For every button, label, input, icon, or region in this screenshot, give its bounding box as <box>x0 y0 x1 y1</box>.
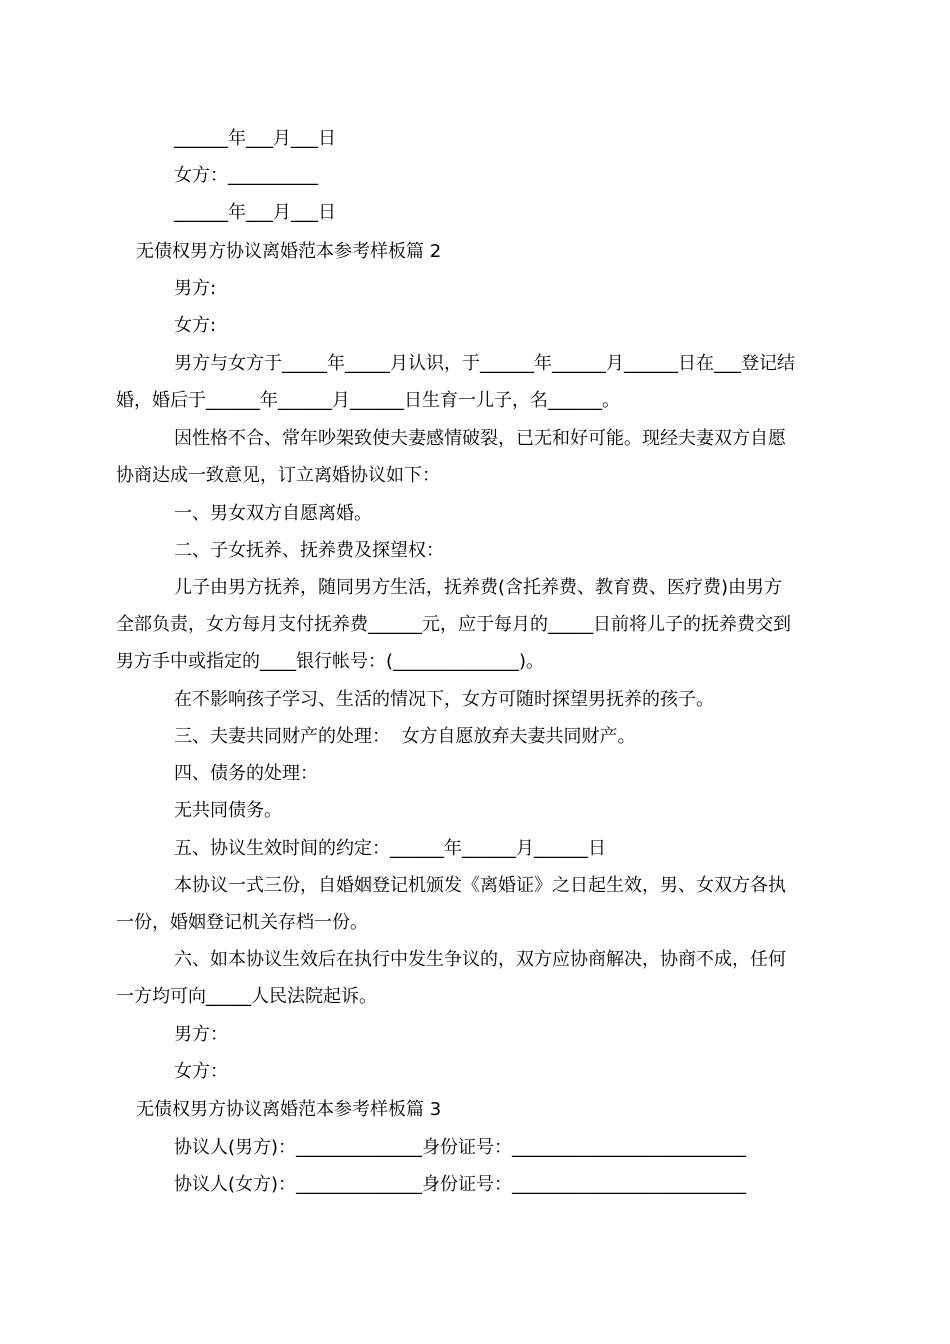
paragraph-line: 男方与女方于_____年_____月认识，于______年______月______日在___登记结 <box>174 353 795 374</box>
paragraph-line: 协商达成一致意见，订立离婚协议如下： <box>116 465 440 486</box>
party-line-female: 协议人(女方)：______________身份证号：__________________________ <box>174 1174 747 1195</box>
paragraph-line: 儿子由男方抚养，随同男方生活，抚养费(含托养费、教育费、医疗费)由男方 <box>174 577 783 598</box>
clause-line: 无共同债务。 <box>174 800 282 821</box>
clause-line: 一方均可向_____人民法院起诉。 <box>116 986 377 1007</box>
clause-line: 五、协议生效时间的约定：______年______月______日 <box>174 838 606 859</box>
paragraph-line: 婚，婚后于______年______月______日生育一儿子，名______。 <box>116 390 620 411</box>
female-label: 女方: <box>174 315 217 336</box>
female-signature-line: 女方：__________ <box>174 165 318 186</box>
section-heading: 无债权男方协议离婚范本参考样板篇 2 <box>136 241 442 262</box>
paragraph-line: 本协议一式三份，自婚姻登记机颁发《离婚证》之日起生效，男、女双方各执 <box>174 875 786 896</box>
male-label: 男方： <box>174 1024 228 1045</box>
paragraph-line: 全部负责，女方每月支付抚养费______元，应于每月的_____日前将儿子的抚养费交到 <box>116 614 791 635</box>
male-label: 男方: <box>174 278 217 299</box>
party-line-male: 协议人(男方)：______________身份证号：__________________________ <box>174 1137 747 1158</box>
paragraph-line: 在不影响孩子学习、生活的情况下，女方可随时探望男抚养的孩子。 <box>174 689 714 710</box>
female-label: 女方： <box>174 1061 228 1082</box>
paragraph-line: 因性格不合、常年吵架致使夫妻感情破裂，已无和好可能。现经夫妻双方自愿 <box>174 428 786 449</box>
paragraph-line: 男方手中或指定的____银行帐号：(______________)。 <box>116 651 545 672</box>
clause-line: 一、男女双方自愿离婚。 <box>174 503 372 524</box>
date-line: ______年___月___日 <box>174 128 336 149</box>
date-line: ______年___月___日 <box>174 202 336 223</box>
paragraph-line: 一份，婚姻登记机关存档一份。 <box>116 912 368 933</box>
section-heading: 无债权男方协议离婚范本参考样板篇 3 <box>136 1099 442 1120</box>
clause-line: 二、子女抚养、抚养费及探望权： <box>174 540 444 561</box>
clause-line: 四、债务的处理： <box>174 763 318 784</box>
clause-line: 三、夫妻共同财产的处理： 女方自愿放弃夫妻共同财产。 <box>174 726 636 747</box>
clause-line: 六、如本协议生效后在执行中发生争议的，双方应协商解决，协商不成，任何 <box>174 949 786 970</box>
